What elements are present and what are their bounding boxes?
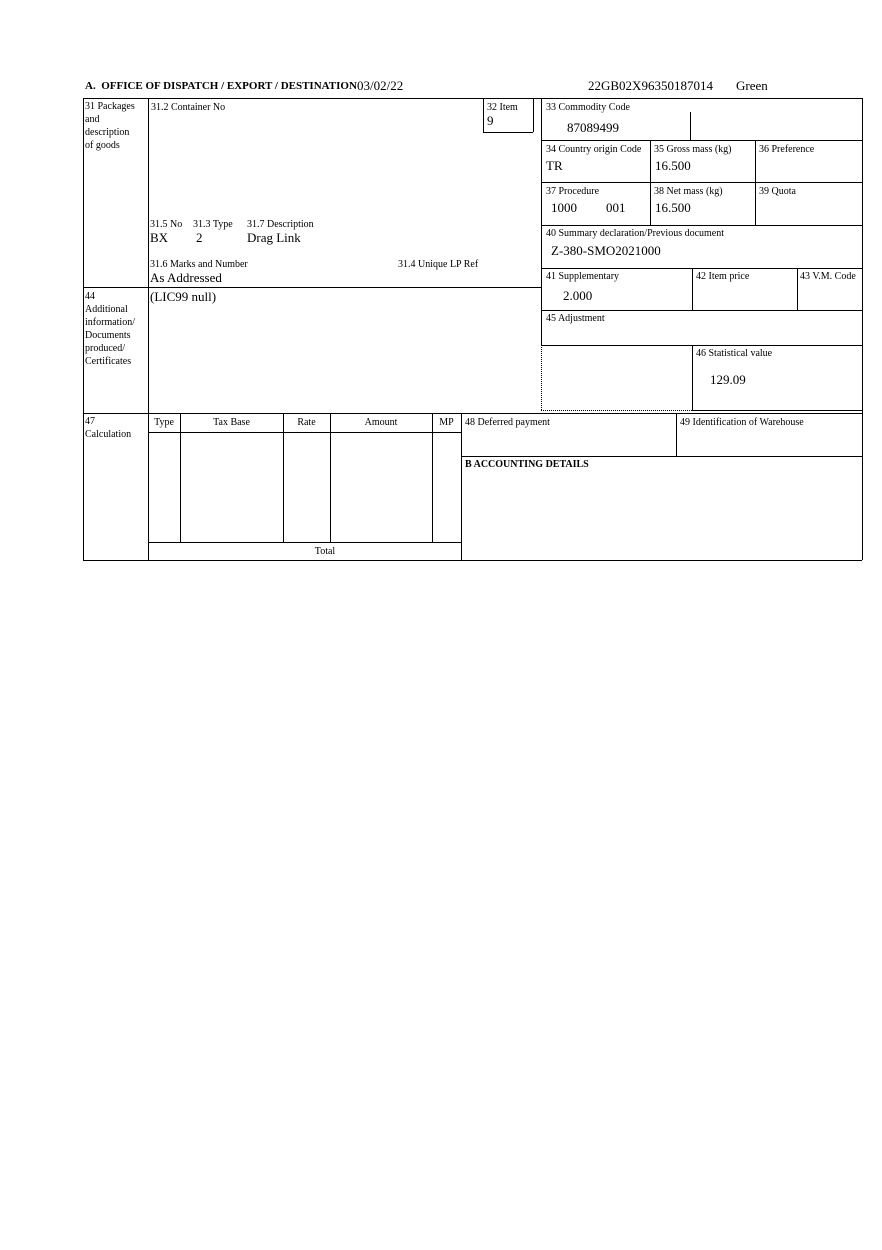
package-no-label: 31.5 No <box>150 219 183 230</box>
preference-label: 36 Preference <box>759 144 815 155</box>
border-line <box>432 413 433 542</box>
border-line <box>461 413 462 560</box>
border-line <box>541 225 862 226</box>
gross-mass-label: 35 Gross mass (kg) <box>654 144 732 155</box>
summary-declaration-label: 40 Summary declaration/Previous document <box>546 228 725 239</box>
border-line <box>541 310 862 311</box>
calc-header-tax-base: Tax Base <box>213 417 250 428</box>
declaration-reference: 22GB02X96350187014 <box>588 78 713 93</box>
statistical-value-label: 46 Statistical value <box>696 348 773 359</box>
box44-label-line: Certificates <box>85 356 132 367</box>
border-line <box>83 560 862 561</box>
calc-header-type: Type <box>154 417 174 428</box>
dotted-border-line <box>541 345 542 410</box>
dotted-border-line <box>541 410 692 411</box>
gross-mass-value: 16.500 <box>655 158 691 173</box>
border-line <box>83 413 862 414</box>
item-number-value: 9 <box>487 113 494 128</box>
package-type-value: 2 <box>196 230 203 245</box>
border-line <box>83 98 862 99</box>
border-line <box>541 140 862 141</box>
unique-lp-ref-label: 31.4 Unique LP Ref <box>398 259 479 270</box>
warehouse-identification-label: 49 Identification of Warehouse <box>680 417 804 428</box>
commodity-code-value: 87089499 <box>567 120 619 135</box>
border-line <box>692 268 693 310</box>
box44-label-line: 44 <box>85 291 95 302</box>
border-line <box>755 140 756 225</box>
calc-header-mp: MP <box>439 417 454 428</box>
routing-status: Green <box>736 78 768 93</box>
package-no-value: BX <box>150 230 169 245</box>
goods-description-value: Drag Link <box>247 230 301 245</box>
supplementary-value: 2.000 <box>563 288 593 303</box>
adjustment-label: 45 Adjustment <box>546 313 605 324</box>
net-mass-value: 16.500 <box>655 200 691 215</box>
border-line <box>148 432 461 433</box>
calc-header-amount: Amount <box>364 417 398 428</box>
border-line <box>83 98 84 560</box>
border-line <box>533 98 534 132</box>
box44-label-line: produced/ <box>85 343 125 354</box>
border-line <box>541 268 862 269</box>
border-line <box>692 410 862 411</box>
procedure-value-1: 1000 <box>551 200 577 215</box>
statistical-value-value: 129.09 <box>710 372 746 387</box>
marks-and-number-value: As Addressed <box>150 270 222 285</box>
quota-label: 39 Quota <box>759 186 796 197</box>
border-line <box>862 98 863 560</box>
border-line <box>692 345 693 410</box>
deferred-payment-label: 48 Deferred payment <box>465 417 550 428</box>
accounting-details-label: B ACCOUNTING DETAILS <box>465 459 589 470</box>
box31-label-line: of goods <box>85 140 120 151</box>
country-origin-label: 34 Country origin Code <box>546 144 642 155</box>
marks-and-number-label: 31.6 Marks and Number <box>150 259 248 270</box>
commodity-code-label: 33 Commodity Code <box>546 102 630 113</box>
border-line <box>541 98 542 345</box>
box47-label-line: 47 <box>85 416 95 427</box>
box31-label-line: 31 Packages <box>85 101 135 112</box>
supplementary-label: 41 Supplementary <box>546 271 620 282</box>
box31-label-line: description <box>85 127 130 138</box>
box47-label-line: Calculation <box>85 429 132 440</box>
box44-label-line: Documents <box>85 330 131 341</box>
border-line <box>180 413 181 542</box>
package-type-label: 31.3 Type <box>193 219 233 230</box>
border-line <box>483 98 484 132</box>
border-line <box>330 413 331 542</box>
additional-information-value: (LIC99 null) <box>150 289 217 304</box>
goods-description-label: 31.7 Description <box>247 219 314 230</box>
item-price-label: 42 Item price <box>696 271 750 282</box>
border-line <box>461 456 862 457</box>
net-mass-label: 38 Net mass (kg) <box>654 186 723 197</box>
item-number-label: 32 Item <box>487 102 518 113</box>
dispatch-date: 03/02/22 <box>357 78 404 93</box>
border-line <box>483 132 533 133</box>
vm-code-label: 43 V.M. Code <box>800 271 856 282</box>
box44-label-line: Additional <box>85 304 128 315</box>
border-line <box>690 112 691 140</box>
container-no-label: 31.2 Container No <box>151 102 226 113</box>
calc-total-label: Total <box>314 546 336 557</box>
summary-declaration-value: Z-380-SMO2021000 <box>551 243 661 258</box>
procedure-label: 37 Procedure <box>546 186 600 197</box>
border-line <box>797 268 798 310</box>
country-origin-value: TR <box>546 158 563 173</box>
calc-header-rate: Rate <box>297 417 316 428</box>
border-line <box>541 182 862 183</box>
border-line <box>83 287 541 288</box>
office-of-dispatch-label: A. OFFICE OF DISPATCH / EXPORT / DESTINATION <box>85 80 357 92</box>
border-line <box>650 140 651 225</box>
border-line <box>283 413 284 542</box>
box31-label-line: and <box>85 114 100 125</box>
border-line <box>148 98 149 560</box>
box44-label-line: information/ <box>85 317 135 328</box>
border-line <box>676 413 677 456</box>
border-line <box>148 542 461 543</box>
border-line <box>541 345 862 346</box>
procedure-value-2: 001 <box>606 200 626 215</box>
